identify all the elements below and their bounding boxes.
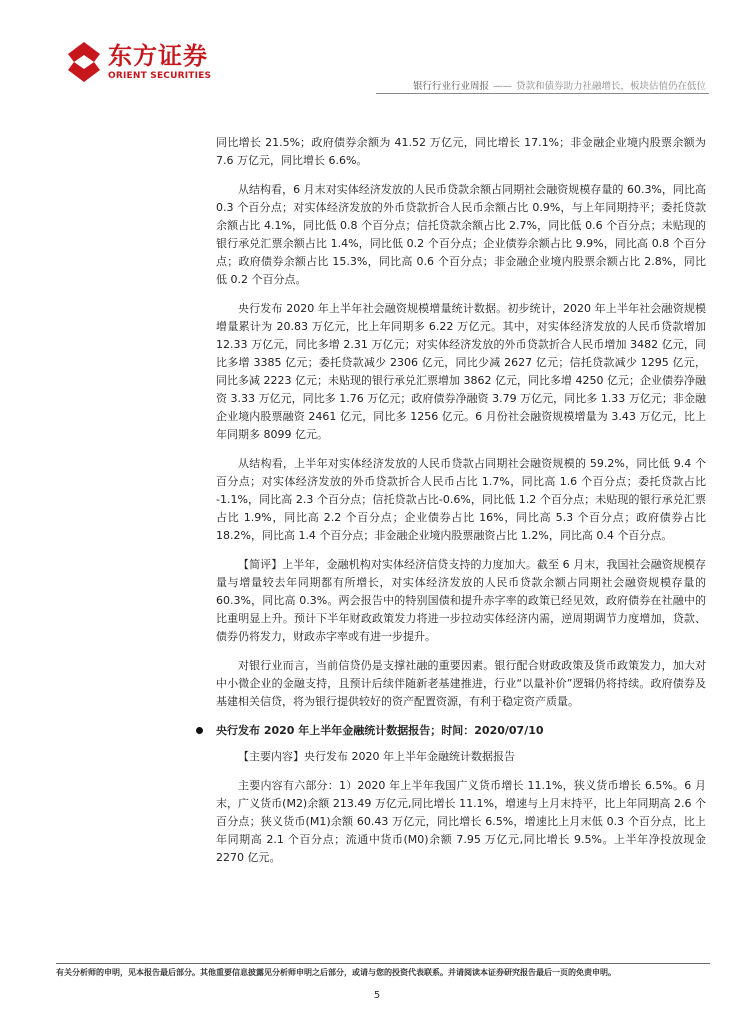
section-heading: 央行发布 2020 年上半年金融统计数据报告；时间：2020/07/10	[216, 724, 544, 737]
header-divider	[376, 93, 709, 94]
paragraph: 央行发布 2020 年上半年社会融资规模增量统计数据。初步统计，2020 年上半年社会融资规模增量累计为 20.83 万亿元，比上年同期多 6.22 万亿元。其中，对实体经济发放的人民币贷款增加 12.33 万亿元，同比多增 2.31 万亿元；对实体经济发放的外币贷款折合人民币增加 3482 亿元，同比多增 3385 亿元；委托贷款减少 2306 亿元，同比少减 2627 亿元；信托贷款减少 1295 亿元，同比多减 2223 亿元；未贴现的银行承兑汇票增加 3862 亿元，同比多增 4250 亿元；企业债券净融资 3.33 万亿元，同比多 1.76 万亿元；政府债券净融资 3.79 万亿元，同比多 1.33 万亿元；非金融企业境内股票融资 2461 亿元，同比多 1256 亿元。6 月份社会融资规模增量为 3.43 万亿元，比上年同期多 8099 亿元。	[216, 302, 706, 441]
page-number: 5	[373, 990, 381, 1001]
paragraph: 主要内容有六部分：1）2020 年上半年我国广义货币增长 11.1%，狭义货币增长 6.5%。6 月末，广义货币(M2)余额 213.49 万亿元,同比增长 11.1%，增速与上月末持平，比上年同期高 2.6 个百分点；狭义货币(M1)余额 60.43 万亿元，同比增长 6.5%，增速比上月末低 0.3 个百分点，比上年同期高 2.1 个百分点；流通中货币(M0)余额 7.95 万亿元,同比增长 9.5%。上半年净投放现金 2270 亿元。	[216, 779, 706, 864]
orient-securities-logo-icon	[66, 40, 102, 84]
paragraph: 对银行业而言，当前信贷仍是支撑社融的重要因素。银行配合财政政策及货币政策发力，加大对中小微企业的金融支持，且预计后续伴随新老基建推进，行业“以量补价”逻辑仍将持续。政府债券及基建相关信贷，将为银行提供较好的资产配置资源，有利于稳定资产质量。	[216, 659, 706, 708]
report-category: 银行行业行业周报	[412, 81, 489, 92]
logo-english-name: ORIENT SECURITIES	[108, 71, 212, 81]
report-body	[216, 134, 706, 878]
paragraph: 同比增长 21.5%；政府债券余额为 41.52 万亿元，同比增长 17.1%；非金融企业境内股票余额为 7.6 万亿元，同比增长 6.6%。	[216, 136, 706, 167]
bullet-dot-icon	[196, 727, 203, 734]
paragraph: 从结构看，上半年对实体经济发放的人民币贷款占同期社会融资规模的 59.2%，同比低 9.4 个百分点；对实体经济发放的外币贷款折合人民币占比 1.7%，同比高 1.6 个百分点；委托贷款占比 -1.1%，同比高 2.3 个百分点；信托贷款占比-0.6%，同比低 1.2 个百分点；未贴现的银行承兑汇票占比 1.9%，同比高 2.2 个百分点；企业债券占比 16%，同比高 5.3 个百分点；政府债券占比 18.2%，同比高 1.4 个百分点；非金融企业境内股票融资占比 1.2%，同比高 0.4 个百分点。	[216, 457, 706, 542]
paragraph: 【主要内容】央行发布 2020 年上半年金融统计数据报告	[238, 750, 515, 763]
report-subtitle: 贷款和债券助力社融增长，板块估值仍在低位	[515, 81, 706, 92]
logo-chinese-name: 东方证券	[108, 42, 208, 70]
paragraph: 【简评】上半年，金融机构对实体经济信贷支持的力度加大。截至 6 月末，我国社会融资规模存量与增量较去年同期都有所增长，对实体经济发放的人民币贷款余额占同期社会融资规模存量的 60.3%，同比高 0.3%。两会报告中的特别国债和提升赤字率的政策已经见效，政府债券在社融中的比重明显上升。预计下半年财政政策发力将进一步拉动实体经济内需，逆周期调节力度增加，贷款、债券仍将发力，财政赤字率或有进一步提升。	[216, 558, 706, 643]
header-separator: ——	[492, 81, 512, 92]
footer-disclaimer: 有关分析师的申明，见本报告最后部分。其他重要信息披露见分析师申明之后部分，或请与您的投资代表联系。并请阅读本证券研究报告最后一页的免责申明。	[56, 968, 616, 977]
report-header	[413, 78, 706, 92]
footer-divider	[56, 963, 710, 964]
section-bullet	[216, 722, 706, 740]
company-logo	[66, 40, 216, 88]
paragraph: 从结构看，6 月末对实体经济发放的人民币贷款余额占同期社会融资规模存量的 60.3%，同比高 0.3 个百分点；对实体经济发放的外币贷款折合人民币余额占比 0.9%，与上年同期持平；委托贷款余额占比 4.1%，同比低 0.8 个百分点；信托贷款余额占比 2.7%，同比低 0.6 个百分点；未贴现的银行承兑汇票余额占比 1.4%，同比低 0.2 个百分点；企业债券余额占比 9.9%，同比高 0.8 个百分点；政府债券余额占比 15.3%，同比高 0.6 个百分点；非金融企业境内股票余额占比 2.8%，同比低 0.2 个百分点。	[216, 183, 706, 286]
